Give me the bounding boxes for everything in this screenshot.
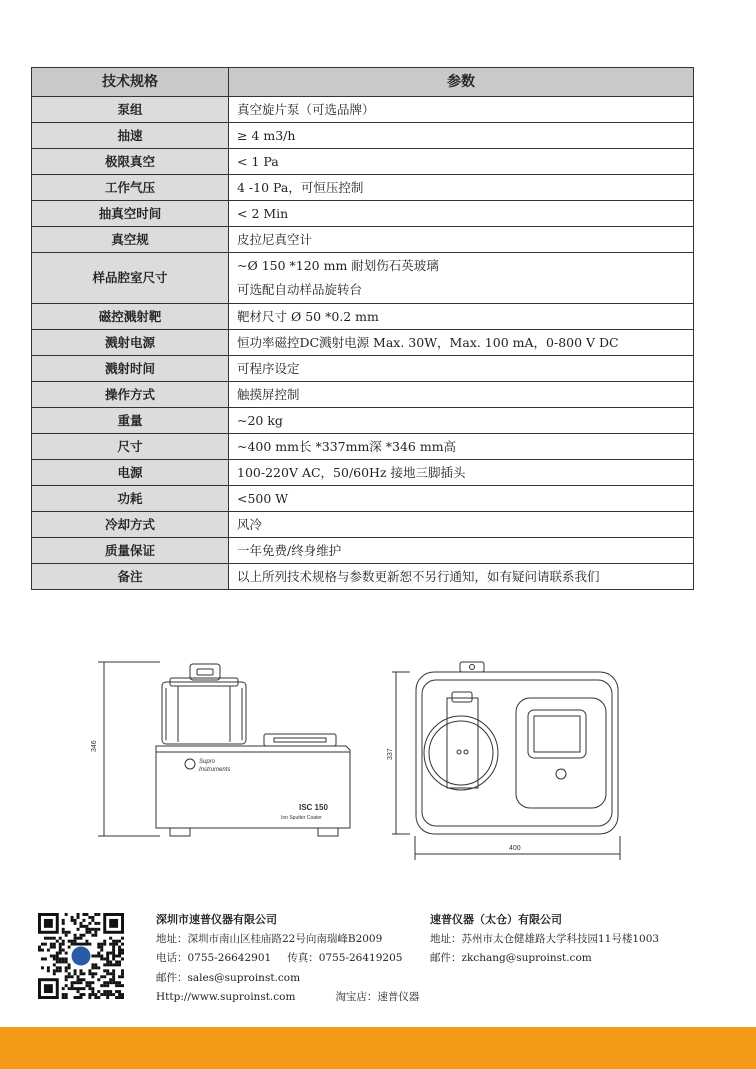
model-sub-label: Ion Sputter Coater bbox=[281, 815, 322, 821]
spec-row bbox=[32, 304, 694, 330]
spec-key: 备注 bbox=[32, 564, 229, 590]
width-dim-label: 400 bbox=[509, 845, 521, 852]
spec-table bbox=[31, 67, 694, 590]
spec-value: ≥ 4 m3/h bbox=[229, 123, 694, 149]
spec-value: 恒功率磁控DC溅射电源 Max. 30W，Max. 100 mA，0-800 V DC bbox=[229, 330, 694, 356]
spec-key: 操作方式 bbox=[32, 382, 229, 408]
spec-key: 抽速 bbox=[32, 123, 229, 149]
spec-value: 皮拉尼真空计 bbox=[229, 227, 694, 253]
fax: 传真：0755-26419205 bbox=[287, 952, 403, 964]
spec-key: 极限真空 bbox=[32, 149, 229, 175]
address-shenzhen: 地址：深圳市南山区桂庙路22号向南瑞峰B2009 bbox=[156, 932, 383, 945]
spec-value: ~400 mm长 *337mm深 *346 mm高 bbox=[229, 434, 694, 460]
spec-row bbox=[32, 434, 694, 460]
spec-value: 100-220V AC，50/60Hz 接地三脚插头 bbox=[229, 460, 694, 486]
brand-label-line1: Supro bbox=[199, 759, 216, 765]
website-link[interactable]: Http://www.suproinst.com bbox=[156, 991, 296, 1003]
spec-value-line: ~Ø 150 *120 mm 耐划伤石英玻璃 bbox=[237, 258, 439, 273]
top-view bbox=[392, 662, 620, 860]
address-taicang: 地址：苏州市太仓健雄路大学科技园11号楼1003 bbox=[430, 932, 660, 945]
height-dim-label: 346 bbox=[91, 740, 98, 752]
spec-value: 4 -10 Pa，可恒压控制 bbox=[229, 175, 694, 201]
spec-key: 抽真空时间 bbox=[32, 201, 229, 227]
web-shop-row bbox=[156, 988, 419, 1008]
spec-row bbox=[32, 149, 694, 175]
spec-value: 靶材尺寸 Ø 50 *0.2 mm bbox=[229, 304, 694, 330]
spec-row bbox=[32, 382, 694, 408]
spec-key: 重量 bbox=[32, 408, 229, 434]
spec-value: 风冷 bbox=[229, 512, 694, 538]
spec-row bbox=[32, 201, 694, 227]
spec-key: 样品腔室尺寸 bbox=[32, 253, 229, 304]
spec-key: 磁控溅射靶 bbox=[32, 304, 229, 330]
spec-row bbox=[32, 460, 694, 486]
spec-row bbox=[32, 227, 694, 253]
spec-value: ~20 kg bbox=[229, 408, 694, 434]
spec-row bbox=[32, 512, 694, 538]
footer-left bbox=[156, 910, 419, 1008]
spec-key: 泵组 bbox=[32, 97, 229, 123]
spec-row bbox=[32, 538, 694, 564]
spec-value: 触摸屏控制 bbox=[229, 382, 694, 408]
spec-row bbox=[32, 123, 694, 149]
qr-code bbox=[38, 913, 124, 999]
spec-row bbox=[32, 356, 694, 382]
footer-right bbox=[430, 910, 659, 969]
spec-row bbox=[32, 253, 694, 304]
spec-value: <500 W bbox=[229, 486, 694, 512]
spec-key: 溅射时间 bbox=[32, 356, 229, 382]
spec-key: 质量保证 bbox=[32, 538, 229, 564]
shop-label: 淘宝店：速普仪器 bbox=[335, 991, 420, 1003]
phone-fax-row bbox=[156, 949, 419, 969]
spec-key: 工作气压 bbox=[32, 175, 229, 201]
spec-row bbox=[32, 97, 694, 123]
footer-band bbox=[0, 1027, 756, 1069]
brand-label-line2: Instruments bbox=[199, 767, 231, 773]
spec-key: 功耗 bbox=[32, 486, 229, 512]
spec-key: 冷却方式 bbox=[32, 512, 229, 538]
email-shenzhen[interactable]: 邮件：sales@suproinst.com bbox=[156, 971, 301, 984]
header-value: 参数 bbox=[229, 68, 694, 97]
company-name-taicang: 速普仪器（太仓）有限公司 bbox=[430, 913, 562, 926]
spec-key: 溅射电源 bbox=[32, 330, 229, 356]
header-key: 技术规格 bbox=[32, 68, 229, 97]
spec-row bbox=[32, 564, 694, 590]
spec-value bbox=[229, 253, 694, 304]
spec-row bbox=[32, 486, 694, 512]
spec-key: 真空规 bbox=[32, 227, 229, 253]
phone: 电话：0755-26642901 bbox=[156, 952, 272, 964]
spec-value-line: 可选配自动样品旋转台 bbox=[237, 282, 363, 297]
spec-value: < 1 Pa bbox=[229, 149, 694, 175]
spec-value: < 2 Min bbox=[229, 201, 694, 227]
spec-value: 真空旋片泵（可选品牌） bbox=[229, 97, 694, 123]
depth-dim-label: 337 bbox=[387, 748, 394, 760]
product-drawing bbox=[0, 640, 756, 870]
spec-row bbox=[32, 408, 694, 434]
model-label: ISC 150 bbox=[299, 803, 328, 812]
spec-row bbox=[32, 330, 694, 356]
spec-value: 以上所列技术规格与参数更新恕不另行通知，如有疑问请联系我们 bbox=[229, 564, 694, 590]
spec-value: 一年免费/终身维护 bbox=[229, 538, 694, 564]
spec-key: 尺寸 bbox=[32, 434, 229, 460]
spec-value: 可程序设定 bbox=[229, 356, 694, 382]
company-name-shenzhen: 深圳市速普仪器有限公司 bbox=[156, 913, 277, 926]
spec-key: 电源 bbox=[32, 460, 229, 486]
email-taicang[interactable]: 邮件：zkchang@suproinst.com bbox=[430, 952, 592, 964]
spec-table-header bbox=[32, 68, 694, 97]
spec-row bbox=[32, 175, 694, 201]
